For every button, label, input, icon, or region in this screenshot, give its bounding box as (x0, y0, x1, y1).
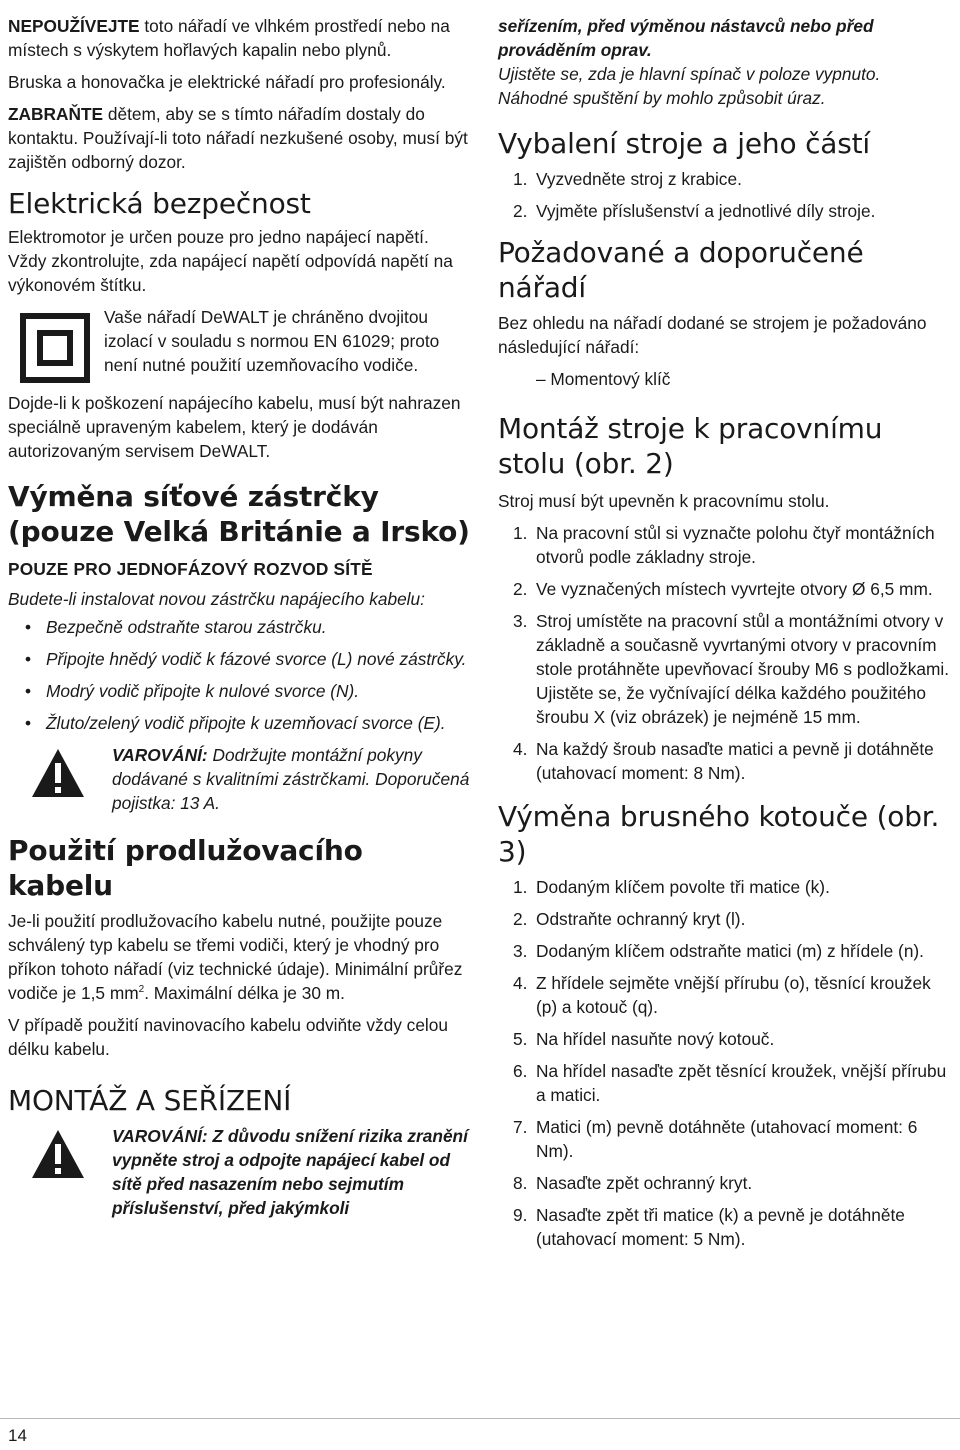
double-insulation-text: Vaše nářadí DeWALT je chráněno dvojitou izolací v souladu s normou EN 61029; proto není nutné použití uzemňovacího vodiče. (104, 307, 440, 375)
list-item: • Žluto/zelený vodič připojte k uzemňovací svorce (E). (25, 713, 446, 733)
heading-unpacking: Vybalení stroje a jeho částí (498, 127, 870, 160)
list-item: 3. Dodaným klíčem odstraňte matici (m) z hřídele (n). (513, 941, 924, 961)
heading-wheel-replacement: Výměna brusného kotouče (obr. 3) (498, 800, 940, 868)
double-insulation-icon (20, 313, 90, 383)
bench-mounting-steps (498, 521, 954, 785)
list-item: 1. Na pracovní stůl si vyznačte polohu čtyř montážních otvorů podle základny stroje. (513, 523, 935, 567)
right-column (498, 14, 954, 1259)
page-number: 14 (8, 1426, 27, 1445)
plug-bullet-list (8, 615, 470, 735)
paragraph-voltage: Elektromotor je určen pouze pro jedno napájecí napětí. Vždy zkontrolujte, zda napájecí napětí odpovídá napětí na výkonovém štítku. (8, 227, 453, 295)
heading-plug-replacement: Výměna síťové zástrčky (pouze Velká Británie a Irsko) (8, 480, 470, 548)
list-item: 4. Z hřídele sejměte vnější přírubu (o), těsnící kroužek (p) a kotouč (q). (513, 973, 931, 1017)
heading-bench-mounting: Montáž stroje k pracovnímu stolu (obr. 2) (498, 412, 883, 480)
list-item: • Modrý vodič připojte k nulové svorce (N). (25, 681, 360, 701)
paragraph-warning-continuation: seřízením, před výměnou nástavců nebo před prováděním oprav. (498, 16, 874, 60)
subheading-single-phase: POUZE PRO JEDNOFÁZOVÝ ROZVOD SÍTĚ (8, 559, 373, 579)
warning-assembly-text: VAROVÁNÍ: Z důvodu snížení rizika zranění vypněte stroj a odpojte napájecí kabel od sítě před nasazením nebo sejmutím příslušenství, před jakýmkoli (112, 1126, 468, 1218)
list-item: 1. Dodaným klíčem povolte tři matice (k). (513, 877, 830, 897)
list-item: 4. Na každý šroub nasaďte matici a pevně ji dotáhněte (utahovací moment: 8 Nm). (513, 739, 934, 783)
warning-assembly-block (8, 1124, 470, 1220)
list-item: 7. Matici (m) pevně dotáhněte (utahovací moment: 6 Nm). (513, 1117, 918, 1161)
unpacking-steps (498, 167, 954, 223)
warning-icon (30, 747, 86, 799)
list-item: 6. Na hřídel nasaďte zpět těsnící kroužek, vnější přírubu a matici. (513, 1061, 947, 1105)
paragraph-extension-cable: Je-li použití prodlužovacího kabelu nutné, použijte pouze schválený typ kabelu se třemi vodiči, který je vhodný pro příkon tohoto nářadí (viz technické údaje). Minimální průřez vodiče je 1,5 $mm^2$. Maximální délka je 30 m. (8, 911, 463, 1003)
wheel-replacement-steps (498, 875, 954, 1251)
paragraph-cable-reel: V případě použití navinovacího kabelu odviňte vždy celou délku kabelu. (8, 1015, 448, 1059)
list-item: 8. Nasaďte zpět ochranný kryt. (513, 1173, 753, 1193)
list-item: • Bezpečně odstraňte starou zástrčku. (25, 617, 327, 637)
footer-divider (0, 1418, 960, 1419)
left-column (8, 14, 470, 1228)
list-item: • Připojte hnědý vodič k fázové svorce (L) nové zástrčky. (25, 649, 467, 669)
paragraph-plug-intro: Budete-li instalovat novou zástrčku napájecího kabelu: (8, 589, 425, 609)
paragraph-no-use-wet: NEPOUŽÍVEJTE toto nářadí ve vlhkém prostředí nebo na místech s výskytem hořlavých kapalin nebo plynů. (8, 16, 450, 60)
paragraph-professional-tool: Bruska a honovačka je elektrické nářadí pro profesionály. (8, 72, 446, 92)
list-item: 3. Stroj umístěte na pracovní stůl a montážními otvory v základně a současně vyvrtanými otvory v pracovním stole protáhněte upevňovací šrouby M6 s podložkami. Ujistěte se, že vyčnívající délka každého použitého šroubu X (viz obrázek) je nejméně 15 mm. (513, 611, 950, 727)
paragraph-cable-damage: Dojde-li k poškození napájecího kabelu, musí být nahrazen speciálně upraveným kabelem, který je dodáván autorizovaným servisem DeWALT. (8, 393, 461, 461)
heading-assembly: MONTÁŽ A SEŘÍZENÍ (8, 1084, 292, 1117)
heading-extension-cable: Použití prodlužovacího kabelu (8, 834, 363, 902)
heading-electrical-safety: Elektrická bezpečnost (8, 187, 311, 220)
warning-plug-text: VAROVÁNÍ: Dodržujte montážní pokyny dodávané s kvalitními zástrčkami. Doporučená pojistka: 13 A. (112, 745, 470, 813)
list-item: 2. Odstraňte ochranný kryt (l). (513, 909, 746, 929)
warning-icon (30, 1128, 86, 1180)
paragraph-bench-mounting: Stroj musí být upevněn k pracovnímu stolu. (498, 491, 830, 511)
double-insulation-block (8, 305, 470, 383)
heading-required-tools: Požadované a doporučené nářadí (498, 236, 864, 304)
paragraph-children: ZABRAŇTE dětem, aby se s tímto nářadím dostaly do kontaktu. Používají-li toto nářadí nezkušené osoby, musí být zajištěn odborný dozor. (8, 104, 468, 172)
list-item: 1. Vyzvedněte stroj z krabice. (513, 169, 742, 189)
warning-plug-block (8, 743, 470, 815)
list-item: 9. Nasaďte zpět tři matice (k) a pevně je dotáhněte (utahovací moment: 5 Nm). (513, 1205, 905, 1249)
list-item: 2. Vyjměte příslušenství a jednotlivé díly stroje. (513, 201, 876, 221)
paragraph-switch-off: Ujistěte se, zda je hlavní spínač v poloze vypnuto. Náhodné spuštění by mohlo způsobit úraz. (498, 64, 881, 108)
paragraph-required-tools: Bez ohledu na nářadí dodané se strojem je požadováno následující nářadí: (498, 313, 927, 357)
tool-item-torque-wrench: – Momentový klíč (536, 369, 671, 389)
list-item: 2. Ve vyznačených místech vyvrtejte otvory Ø 6,5 mm. (513, 579, 933, 599)
list-item: 5. Na hřídel nasuňte nový kotouč. (513, 1029, 775, 1049)
